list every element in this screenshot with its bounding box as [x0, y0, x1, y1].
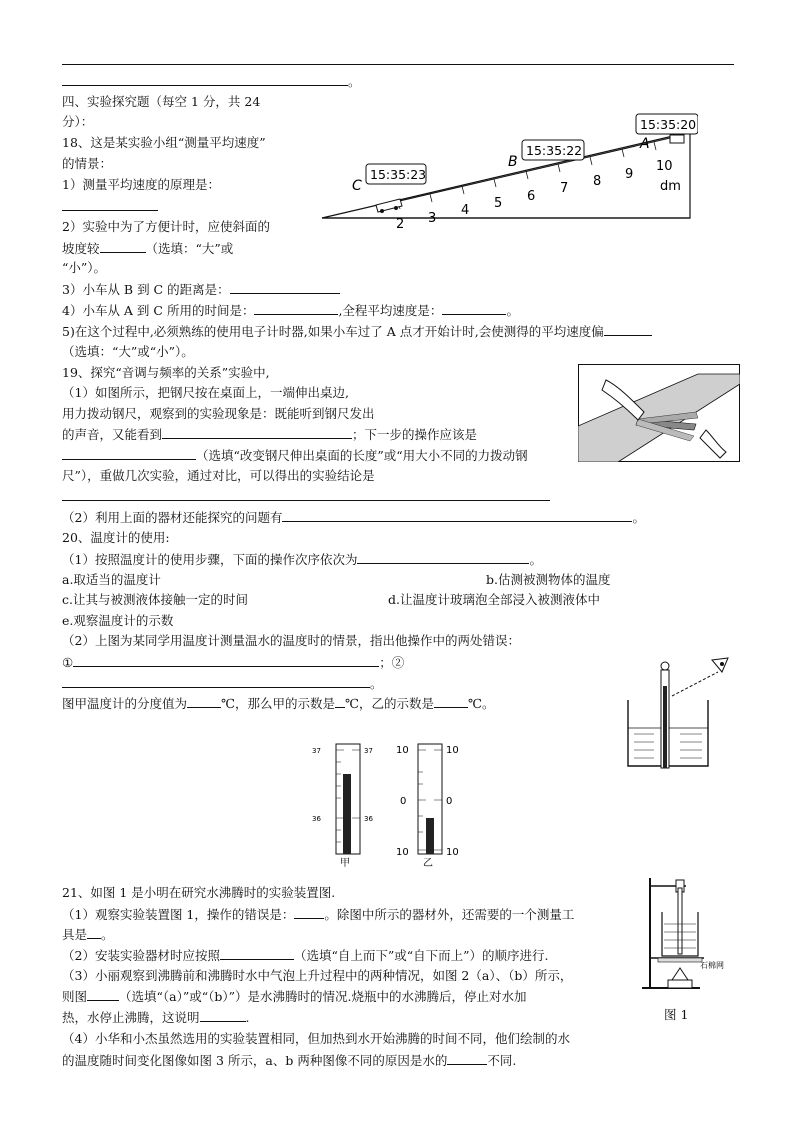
jia-label: 甲 [340, 858, 350, 869]
q21-line4: （2）安装实验器材时应按照 （选填“自上而下”或“自下而上”）的顺序进行. [62, 948, 549, 963]
q20-line2: （2）上图为某同学用温度计测量温水的温度时的情景，指出他操作中的两处错误： [62, 633, 520, 648]
tick-label-4: 4 [461, 203, 470, 218]
steel-ruler-figure [578, 364, 740, 462]
q18-part2: 2）实验中为了方便计时，应使斜面的 [62, 219, 270, 234]
tick-label-10: 10 [656, 159, 673, 174]
q19-line7: （2）利用上面的器材还能探究的问题有 。 [62, 510, 645, 525]
q20-errors: ① ；② [62, 655, 405, 670]
unit-label: dm [660, 179, 681, 194]
q18-part5-cont: （选填：“大”或“小”）。 [62, 344, 194, 359]
q21-line1: 21、如图 1 是小明在研究水沸腾时的实验装置图. [62, 885, 336, 900]
q20-option-a: a.取适当的温度计 [62, 572, 161, 587]
tick-label-5: 5 [494, 196, 503, 211]
jia-top-left: 37 [312, 747, 321, 755]
tick-label-8: 8 [593, 174, 602, 189]
q21-line5: （3）小丽观察到沸腾前和沸腾时水中气泡上升过程中的两种情况，如图 2（a）、（b）所示， [62, 968, 573, 983]
incline-ruler-figure [318, 110, 698, 235]
q20-errors-cont: 。 [62, 674, 383, 693]
q18-part2-cont: 坡度较 （选填：“大”或 [62, 241, 234, 256]
clock-c: 15:35:23 [370, 167, 427, 182]
tick-label-6: 6 [527, 189, 536, 204]
point-a-label: A [640, 136, 650, 152]
q18-part2-end: “小”）。 [62, 260, 107, 275]
q18-part1: 1）测量平均速度的原理是： [62, 177, 220, 192]
q21-line9: 的温度随时间变化图像如图 3 所示，a、b 两种图像不同的原因是水的 不同. [62, 1053, 517, 1068]
q20-line3: 图甲温度计的分度值为 ℃，那么甲的示数是 ℃，乙的示数是 ℃。 [62, 696, 495, 711]
section-4-title: 四、实验探究题（每空 1 分，共 24 [62, 94, 261, 109]
q20-line1: （1）按照温度计的使用步骤，下面的操作次序依次为 。 [62, 552, 542, 567]
q21-line8: （4）小华和小杰虽然选用的实验装置相同，但加热到水开始沸腾的时间不同，他们绘制的水 [62, 1031, 570, 1046]
eye-icon [712, 658, 728, 672]
thermometers-figure [306, 742, 476, 870]
yi-label: 乙 [423, 858, 433, 869]
q19-title: 19、探究“音调与频率的关系”实验中, [62, 365, 270, 380]
yi-mid-right: 0 [446, 796, 453, 807]
q18-part3: 3）小车从 B 到 C 的距离是： [62, 280, 340, 299]
q21-line2: （1）观察实验装置图 1，操作的错误是： 。除图中所示的器材外，还需要的一个测量工 [62, 907, 575, 922]
q20-option-d: d.让温度计玻璃泡全部浸入被测液体中 [388, 592, 600, 607]
q19-blank-line [62, 487, 550, 506]
q21-line7: 热，水停止沸腾，这说明 . [62, 1010, 250, 1025]
q21-line6: 则图 （选填“（a）”或“（b）”）是水沸腾时的情况.烧瓶中的水沸腾后，停止对水加 [62, 989, 527, 1004]
beaker-thermometer-figure [624, 656, 736, 772]
top-blank-line: 。 [62, 72, 361, 91]
q21-line3: 具是 。 [62, 927, 114, 942]
q20-title: 20、温度计的使用: [62, 530, 170, 545]
q19-line2: 用力拨动钢尺，观察到的实验现象是：既能听到钢尺发出 [62, 406, 375, 421]
cart-icon [376, 199, 402, 213]
q19-line3: 的声音，又能看到 ；下一步的操作应该是 [62, 427, 478, 442]
tick-label-9: 9 [625, 167, 634, 182]
q18-part4: 4）小车从 A 到 C 所用的时间是： ,全程平均速度是： 。 [62, 303, 519, 318]
q20-option-c: c.让其与被测液体接触一定的时间 [62, 592, 248, 607]
yi-top-right: 10 [446, 745, 459, 756]
q19-line1: （1）如图所示，把钢尺按在桌面上，一端伸出桌边, [62, 385, 349, 400]
clock-a: 15:35:20 [640, 117, 697, 132]
q19-line4: （选填“改变钢尺伸出桌面的长度”或“用大小不同的力拨动钢 [62, 446, 528, 465]
q20-option-b: b.估测被测物体的温度 [486, 572, 611, 587]
jia-top-right: 37 [364, 747, 373, 755]
clock-b: 15:35:22 [526, 143, 583, 158]
yi-top-left: 10 [396, 745, 409, 756]
yi-bottom-left: 10 [396, 847, 409, 858]
jia-mid-left: 36 [312, 815, 321, 823]
jia-mid-right: 36 [364, 815, 373, 823]
tick-label-2: 2 [396, 217, 405, 232]
yi-mid-left: 0 [400, 796, 407, 807]
point-c-label: C [352, 178, 362, 194]
stopper-icon [670, 135, 684, 143]
tick-label-7: 7 [560, 181, 569, 196]
q18-part5: 5)在这个过程中,必须熟练的使用电子计时器,如果小车过了 A 点才开始计时,会使测得的平均速度偏 [62, 322, 652, 341]
q18-intro: 18、这是某实验小组“测量平均速度” [62, 135, 266, 150]
point-b-label: B [508, 154, 518, 170]
tick-label-3: 3 [428, 211, 437, 226]
section-4-title-cont: 分）： [62, 114, 94, 129]
asbestos-net-label: 石棉网 [700, 961, 724, 970]
q20-option-e: e.观察温度计的示数 [62, 613, 174, 628]
q18-part1-blank [62, 197, 158, 216]
boiling-apparatus-figure [640, 872, 740, 1000]
q19-line5: 尺”），重做几次实验，通过对比，可以得出的实验结论是 [62, 468, 375, 483]
yi-bottom-right: 10 [446, 847, 459, 858]
figure-1-caption: 图 1 [664, 1007, 689, 1022]
top-rule [62, 64, 734, 65]
q18-intro-cont: 的情景： [62, 156, 113, 171]
